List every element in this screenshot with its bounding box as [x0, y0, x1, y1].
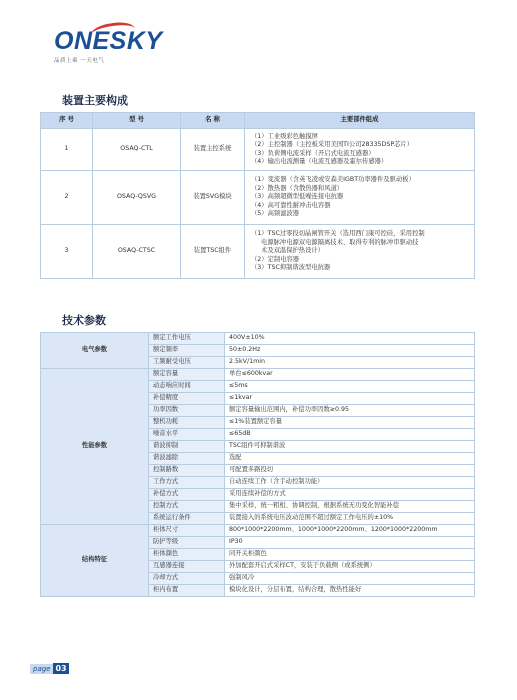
spec-param-value: 同开关柜颜色 — [225, 549, 475, 561]
spec-param-value: 2.5kV/1min — [225, 357, 475, 369]
spec-row — [41, 525, 475, 537]
spec-param-value: TSC组件可抑制谐波 — [225, 441, 475, 453]
spec-param-value: ≤1kvar — [225, 393, 475, 405]
spec-param-value: ≤5ms — [225, 381, 475, 393]
logo-tagline: 品质上乘 一天电气 — [54, 58, 105, 64]
composition-header-row — [41, 113, 475, 129]
spec-param-value: 可配置多路投切 — [225, 465, 475, 477]
spec-param-name: 噪音水平 — [149, 429, 225, 441]
spec-group-label: 结构特征 — [41, 525, 149, 597]
row-name: 装置TSC组件 — [181, 225, 245, 279]
page-word: page — [30, 664, 53, 674]
spec-param-value: IP30 — [225, 537, 475, 549]
spec-param-name: 系统运行条件 — [149, 513, 225, 525]
header-model: 型 号 — [93, 113, 181, 129]
section-title-composition: 装置主要构成 — [62, 94, 128, 107]
header-components: 主要部件组成 — [245, 113, 475, 129]
spec-param-name: 工频耐受电压 — [149, 357, 225, 369]
component-item: （2）散热器（含散热器和风道） — [251, 184, 344, 192]
spec-param-name: 整机功耗 — [149, 417, 225, 429]
spec-param-value: 模块化设计，分层布置，结构合理，散热性能好 — [225, 585, 475, 597]
spec-param-name: 额定工作电压 — [149, 333, 225, 345]
row-model: OSAQ-CTL — [93, 129, 181, 171]
spec-param-value: 额定容量输出范围内，补偿功率因数≥0.95 — [225, 405, 475, 417]
spec-param-value: 选配 — [225, 453, 475, 465]
composition-table — [40, 112, 475, 279]
spec-param-name: 补偿方式 — [149, 489, 225, 501]
row-components — [245, 129, 475, 171]
spec-param-name: 工作方式 — [149, 477, 225, 489]
composition-row — [41, 225, 475, 279]
component-item: （4）高可靠性耐冲击电容器 — [251, 201, 331, 209]
row-name: 装置主控系统 — [181, 129, 245, 171]
row-model: OSAQ-CTSC — [93, 225, 181, 279]
row-number: 1 — [41, 129, 93, 171]
component-item: （3）负荷侧电流采样（开启式电流互感器） — [251, 149, 375, 157]
spec-param-name: 控制方式 — [149, 501, 225, 513]
row-components — [245, 225, 475, 279]
spec-param-name: 柜体尺寸 — [149, 525, 225, 537]
spec-param-name: 补偿精度 — [149, 393, 225, 405]
header-no: 序 号 — [41, 113, 93, 129]
component-item: （2）主控制器（主控板采用美国TI公司28335DSP芯片） — [251, 141, 414, 149]
component-item: （3）高频超微型低噪连接电抗器 — [251, 193, 344, 201]
component-item: （3）TSC抑制谐波型电抗器 — [251, 264, 331, 272]
header-name: 名 称 — [181, 113, 245, 129]
spec-param-value: 外加配套开启式采样CT，安装于负载侧（或系统侧） — [225, 561, 475, 573]
spec-param-value: 强制风冷 — [225, 573, 475, 585]
spec-param-value: 集中采样，统一粗相、协调控制，根据系统无功变化智能补偿 — [225, 501, 475, 513]
spec-param-value: 单台≤600kvar — [225, 369, 475, 381]
spec-param-name: 谐波抑制 — [149, 441, 225, 453]
row-number: 3 — [41, 225, 93, 279]
spec-param-value: ≤1%装置额定容量 — [225, 417, 475, 429]
specs-table — [40, 332, 475, 597]
spec-param-name: 控制路数 — [149, 465, 225, 477]
component-item: （1）TSC过零投切晶闸管开关（选用西门康可控硅，采用控制 电源脉冲电源双电源隔离技术、取得专利的脉冲串驱动技 术及双温保护热设计） — [251, 230, 425, 255]
spec-param-name: 额定容量 — [149, 369, 225, 381]
spec-param-value: 50±0.2Hz — [225, 345, 475, 357]
page-number: 03 — [55, 664, 67, 673]
spec-param-value: ≤65dB — [225, 429, 475, 441]
component-item: （2）定制电容器 — [251, 255, 300, 263]
spec-group-label: 电气参数 — [41, 333, 149, 369]
spec-param-name: 互感器连接 — [149, 561, 225, 573]
spec-row — [41, 333, 475, 345]
composition-row — [41, 171, 475, 225]
spec-param-name: 谐波滤除 — [149, 453, 225, 465]
component-item: （4）输出电流测量（电流互感器及霍尔传感器） — [251, 157, 388, 165]
row-components — [245, 171, 475, 225]
spec-param-name: 额定频率 — [149, 345, 225, 357]
row-name: 装置SVG模块 — [181, 171, 245, 225]
spec-param-name: 冷却方式 — [149, 573, 225, 585]
spec-param-name: 功率因数 — [149, 405, 225, 417]
spec-param-value: 400V±10% — [225, 333, 475, 345]
spec-group-label: 性能参数 — [41, 369, 149, 525]
spec-param-value: 采用连续补偿的方式 — [225, 489, 475, 501]
spec-param-name: 柜体颜色 — [149, 549, 225, 561]
company-logo — [54, 28, 163, 64]
logo-wordmark: ONESKY — [54, 27, 163, 55]
spec-param-name: 柜内布置 — [149, 585, 225, 597]
component-item: （1）工业级彩色触摸屏 — [251, 132, 318, 140]
component-item: （1）变流器（含英飞凌或安森美IGBT功率器件及驱动板） — [251, 176, 415, 184]
section-title-specs: 技术参数 — [62, 314, 106, 327]
spec-param-value: 自动连续工作（含手动控制功能） — [225, 477, 475, 489]
spec-param-value: 800*1000*2200mm、1000*1000*2200mm、1200*1000*2200mm — [225, 525, 475, 537]
row-model: OSAQ-QSVG — [93, 171, 181, 225]
spec-param-name: 防护等级 — [149, 537, 225, 549]
page-number-label — [30, 663, 69, 674]
row-number: 2 — [41, 171, 93, 225]
composition-row — [41, 129, 475, 171]
spec-row — [41, 369, 475, 381]
component-item: （5）高频滤波器 — [251, 210, 300, 218]
spec-param-value: 装置接入的系统电压波动范围不超过额定工作电压的±10% — [225, 513, 475, 525]
spec-param-name: 动态响应时间 — [149, 381, 225, 393]
